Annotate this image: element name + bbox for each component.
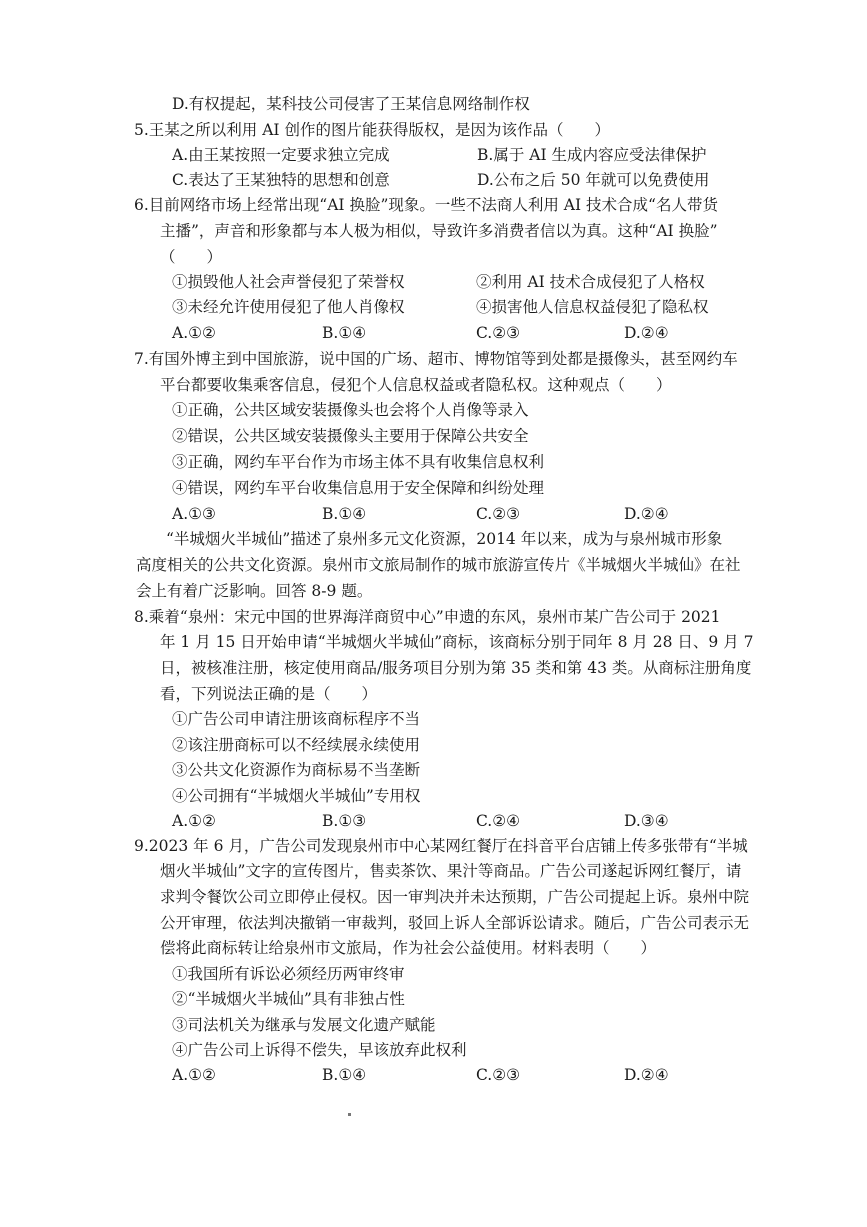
q7-stem-line: 平台都要收集乘客信息，侵犯个人信息权益或者隐私权。这种观点（ ）: [160, 376, 672, 394]
q6-statement-1: ①损毁他人社会声誉侵犯了荣誉权: [172, 273, 405, 291]
q8-stem-line: 年 1 月 15 日开始申请“半城烟火半城仙”商标，该商标分别于同年 8 月 28 日、9 月 7: [160, 633, 754, 651]
q9-statement-3: ③司法机关为继承与发展文化遗产赋能: [172, 1016, 436, 1034]
q5-option-b: B.属于 AI 生成内容应受法律保护: [477, 146, 707, 164]
q6-options: [0, 324, 867, 344]
q6-option-d: D.②④: [624, 324, 669, 342]
q5-option-c: C.表达了王某独特的思想和创意: [172, 171, 390, 189]
q4-option-d: D.有权提起，某科技公司侵害了王某信息网络制作权: [172, 95, 530, 113]
q8-option-b: B.①③: [322, 812, 367, 830]
q5-option-d: D.公布之后 50 年就可以免费使用: [477, 171, 710, 189]
q9-option-d: D.②④: [624, 1066, 669, 1084]
q9-options: [0, 1066, 867, 1086]
q8-option-d: D.③④: [624, 812, 669, 830]
q9-stem-line: 偿将此商标转让给泉州市文旅局，作为社会公益使用。材料表明（ ）: [160, 939, 657, 957]
q9-option-c: C.②③: [476, 1066, 521, 1084]
q6-statement-2: ②利用 AI 技术合成侵犯了人格权: [476, 273, 705, 291]
material-line: “半城烟火半城仙”描述了泉州多元文化资源，2014 年以来，成为与泉州城市形象: [166, 530, 723, 548]
material-line: 会上有着广泛影响。回答 8-9 题。: [136, 582, 373, 600]
q7-statement-4: ④错误，网约车平台收集信息用于安全保障和纠纷处理: [172, 479, 545, 497]
q7-options: [0, 505, 867, 525]
q7-option-a: A.①③: [172, 505, 216, 523]
q8-statement-3: ③公共文化资源作为商标易不当垄断: [172, 761, 421, 779]
q7-option-b: B.①④: [322, 505, 367, 523]
q9-stem-line: 烟火半城仙”文字的宣传图片，售卖茶饮、果汁等商品。广告公司遂起诉网红餐厅，请: [160, 862, 742, 880]
q9-stem-line: 公开审理，依法判决撤销一审裁判，驳回上诉人全部诉讼请求。随后，广告公司表示无: [160, 914, 750, 932]
q8-statement-2: ②该注册商标可以不经续展永续使用: [172, 736, 421, 754]
q8-option-a: A.①②: [172, 812, 216, 830]
q6-statement-4: ④损害他人信息权益侵犯了隐私权: [476, 298, 709, 316]
q9-statement-1: ①我国所有诉讼必须经历两审终审: [172, 965, 405, 983]
q7-statement-3: ③正确，网约车平台作为市场主体不具有收集信息权利: [172, 453, 545, 471]
q6-stem-line: 6.目前网络市场上经常出现“AI 换脸”现象。一些不法商人利用 AI 技术合成“名人带货: [134, 196, 718, 214]
material-line: 高度相关的公共文化资源。泉州市文旅局制作的城市旅游宣传片《半城烟火半城仙》在社: [136, 556, 741, 574]
q5-stem: 5.王某之所以利用 AI 创作的图片能获得版权，是因为该作品（ ）: [134, 121, 610, 139]
q7-option-d: D.②④: [624, 505, 669, 523]
q9-stem-line: 求判令餐饮公司立即停止侵权。因一审判决并未达预期，广告公司提起上诉。泉州中院: [160, 888, 750, 906]
q7-statement-1: ①正确，公共区域安装摄像头也会将个人肖像等录入: [172, 401, 529, 419]
q9-statement-4: ④广告公司上诉得不偿失，早该放弃此权利: [172, 1041, 467, 1059]
q6-option-b: B.①④: [322, 324, 367, 342]
q7-statement-2: ②错误，公共区域安装摄像头主要用于保障公共安全: [172, 427, 529, 445]
q7-stem-line: 7.有国外博主到中国旅游，说中国的广场、超市、博物馆等到处都是摄像头，甚至网约车: [134, 350, 738, 368]
q8-options: [0, 812, 867, 832]
scan-speck: [348, 1113, 351, 1116]
q9-statement-2: ②“半城烟火半城仙”具有非独占性: [172, 990, 405, 1008]
q6-option-c: C.②③: [476, 324, 521, 342]
q9-option-b: B.①④: [322, 1066, 367, 1084]
q5-option-a: A.由王某按照一定要求独立完成: [172, 146, 390, 164]
q7-option-c: C.②③: [476, 505, 521, 523]
q6-statement-3: ③未经允许使用侵犯了他人肖像权: [172, 298, 405, 316]
q9-option-a: A.①②: [172, 1066, 216, 1084]
q8-option-c: C.②④: [476, 812, 521, 830]
q8-statement-1: ①广告公司申请注册该商标程序不当: [172, 710, 421, 728]
q8-stem-line: 看，下列说法正确的是（ ）: [160, 685, 378, 703]
q8-stem-line: 8.乘着“泉州：宋元中国的世界海洋商贸中心”申遗的东风，泉州市某广告公司于 2021: [134, 608, 721, 626]
q6-stem-line: 主播”，声音和形象都与本人极为相似，导致许多消费者信以为真。这种“AI 换脸”: [160, 222, 718, 240]
q9-stem-line: 9.2023 年 6 月，广告公司发现泉州市中心某网红餐厅在抖音平台店铺上传多张带有“半城: [134, 837, 748, 855]
q8-statement-4: ④公司拥有“半城烟火半城仙”专用权: [172, 787, 421, 805]
q8-stem-line: 日，被核准注册，核定使用商品/服务项目分别为第 35 类和第 43 类。从商标注册角度: [160, 659, 752, 677]
q6-stem-line: （ ）: [160, 248, 223, 266]
q6-option-a: A.①②: [172, 324, 216, 342]
